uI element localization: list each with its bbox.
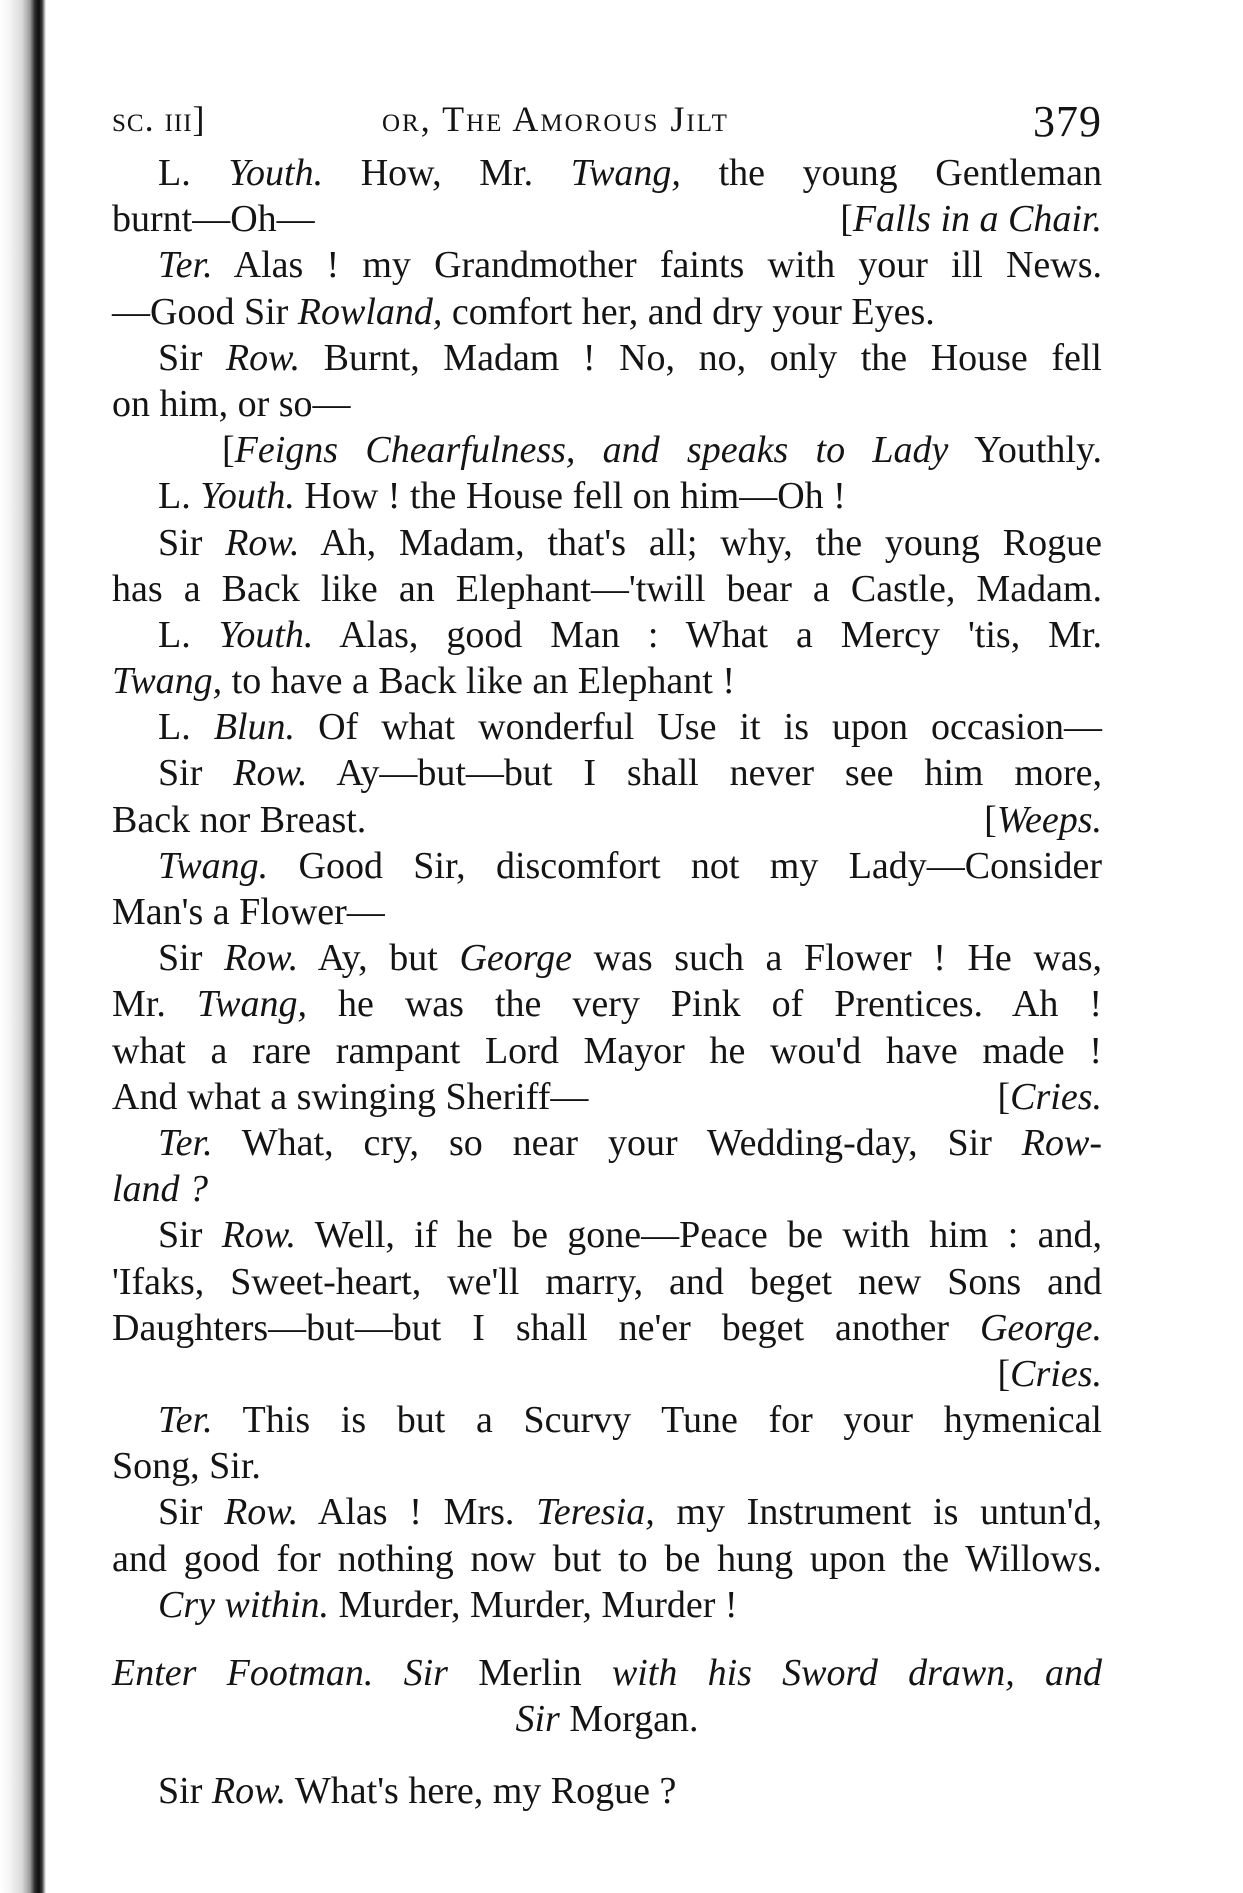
italic-text: Ter.	[158, 1121, 213, 1164]
italic-text: Sir	[515, 1698, 560, 1741]
roman-text: Sir	[158, 937, 224, 980]
stage-direction	[984, 797, 1102, 843]
italic-text: Blun.	[213, 706, 296, 749]
running-header	[112, 88, 1102, 150]
italic-text: Row.	[211, 1770, 287, 1813]
roman-text: Mr.	[112, 983, 197, 1026]
text-line	[112, 1582, 1102, 1628]
italic-text: Row.	[225, 521, 300, 564]
text-line	[112, 981, 1102, 1027]
roman-text: How ! the House fell on him—Oh !	[294, 475, 846, 518]
roman-text: to have a Back like an Elephant !	[222, 660, 735, 703]
roman-text: he was the very Pink of Prentices. Ah !	[307, 983, 1102, 1026]
roman-text: has a Back like an Elephant—'twill bear a Castle, Madam.	[112, 567, 1102, 610]
text-line	[112, 1166, 1102, 1212]
roman-text: [	[222, 429, 235, 472]
roman-text: [	[997, 1352, 1011, 1395]
text-line	[112, 1696, 1102, 1742]
italic-text: George.	[979, 1306, 1102, 1349]
roman-text: —Good Sir	[112, 290, 298, 333]
roman-text: Alas ! Mrs.	[298, 1491, 537, 1534]
roman-text: my Instrument is untun'd,	[654, 1491, 1102, 1534]
text-line	[112, 1351, 1102, 1397]
roman-text: What, cry, so near your Wedding-day, Sir	[212, 1121, 1022, 1164]
book-page	[112, 88, 1102, 1815]
roman-text: Morgan.	[559, 1698, 699, 1741]
roman-text: L.	[158, 475, 201, 518]
italic-text: Rowland,	[297, 290, 443, 333]
text-line	[112, 427, 1102, 473]
italic-text: Row.	[221, 1214, 296, 1257]
text-line	[112, 1028, 1102, 1074]
roman-text: Alas, good Man : What a Mercy 'tis, Mr.	[313, 613, 1102, 656]
roman-text: [	[984, 798, 997, 841]
text-line	[112, 566, 1102, 612]
italic-text: Enter Footman. Sir	[112, 1652, 448, 1694]
italic-text: Row.	[224, 1491, 299, 1534]
roman-text: Sir	[158, 336, 226, 379]
text-line	[112, 520, 1102, 566]
book-spine-shadow	[0, 0, 46, 1893]
roman-text: Ay, but	[298, 937, 460, 980]
roman-text: Sir	[158, 521, 226, 564]
roman-text: on him, or so—	[112, 382, 351, 425]
text-line	[112, 289, 1102, 335]
roman-text: How, Mr.	[323, 152, 571, 194]
roman-text: was such a Flower ! He was,	[572, 937, 1102, 980]
text-line	[112, 704, 1102, 750]
text-line	[112, 196, 1102, 242]
roman-text: Well, if he be gone—Peace be with him : and,	[295, 1214, 1102, 1257]
stage-direction	[840, 196, 1102, 242]
italic-text: Row-	[1021, 1121, 1102, 1164]
italic-text: Row.	[225, 336, 301, 379]
running-title: or, The Amorous Jilt	[382, 99, 729, 139]
page-number: 379	[1033, 97, 1102, 146]
text-line	[112, 1443, 1102, 1489]
text-line	[112, 797, 1102, 843]
text-line	[112, 843, 1102, 889]
text-line	[112, 473, 1102, 519]
roman-text: Good Sir, discomfort not my Lady—Consider	[268, 844, 1102, 887]
text-line	[112, 381, 1102, 427]
text-line	[112, 1074, 1102, 1120]
roman-text: burnt—Oh—	[112, 198, 315, 241]
text-line	[112, 658, 1102, 704]
italic-text: Cries.	[1010, 1075, 1102, 1118]
roman-text: Ah, Madam, that's all; why, the young Rogue	[299, 521, 1102, 564]
roman-text: Burnt, Madam ! No, no, only the House fell	[300, 336, 1102, 379]
paragraph-gap	[112, 1742, 1102, 1768]
text-line	[112, 1397, 1102, 1443]
italic-text: Cries.	[1010, 1352, 1102, 1395]
roman-text: Youthly.	[948, 429, 1102, 472]
roman-text: What's here, my Rogue ?	[286, 1770, 677, 1813]
text-line	[112, 242, 1102, 288]
section-marker: sc. iii]	[112, 99, 206, 139]
text-line	[112, 1305, 1102, 1351]
roman-text: Murder, Murder, Murder !	[329, 1583, 738, 1626]
roman-text: L.	[158, 613, 219, 656]
italic-text: George	[459, 937, 572, 980]
roman-text: 'Ifaks, Sweet-heart, we'll marry, and beget new Sons and	[112, 1260, 1102, 1303]
roman-text: comfort her, and dry your Eyes.	[442, 290, 935, 333]
italic-text: Cry within.	[158, 1583, 330, 1626]
line-left	[112, 1074, 588, 1120]
roman-text: Merlin	[447, 1652, 612, 1694]
text-line	[112, 1212, 1102, 1258]
text-line	[112, 1120, 1102, 1166]
italic-text: Twang,	[112, 660, 223, 703]
italic-text: Youth.	[228, 152, 324, 194]
roman-text: Ay—but—but I shall never see him more,	[307, 752, 1102, 795]
italic-text: Row.	[233, 752, 308, 795]
roman-text: L.	[158, 706, 214, 749]
line-left	[112, 797, 366, 843]
italic-text: Twang.	[158, 844, 269, 887]
text-line	[112, 1536, 1102, 1582]
text-line	[112, 1489, 1102, 1535]
italic-text: land ?	[112, 1168, 209, 1211]
roman-text: And what a swinging Sheriff—	[112, 1075, 589, 1118]
roman-text: Sir	[158, 1214, 222, 1257]
roman-text: Sir	[158, 752, 234, 795]
roman-text: Alas ! my Grandmother faints with your ill News.	[212, 244, 1102, 287]
roman-text: and good for nothing now but to be hung upon the Willows.	[112, 1537, 1102, 1580]
roman-text: what a rare rampant Lord Mayor he wou'd have made !	[112, 1029, 1102, 1072]
paragraph-gap	[112, 1628, 1102, 1650]
italic-text: Feigns Chearfulness, and speaks to Lady	[234, 429, 949, 472]
italic-text: Weeps.	[996, 798, 1102, 841]
text-line	[112, 750, 1102, 796]
text-line	[112, 1768, 1102, 1814]
text-line	[112, 335, 1102, 381]
italic-text: Ter.	[158, 1399, 213, 1442]
roman-text: This is but a Scurvy Tune for your hymenical	[212, 1399, 1102, 1442]
text-line	[112, 1650, 1102, 1696]
italic-text: Youth.	[218, 613, 314, 656]
italic-text: with his Sword drawn, and	[611, 1652, 1102, 1694]
roman-text: Daughters—but—but I shall ne'er beget another	[112, 1306, 980, 1349]
line-left	[112, 196, 315, 242]
roman-text: the young Gentleman	[680, 152, 1103, 194]
italic-text: Row.	[223, 937, 299, 980]
roman-text: Sir	[158, 1770, 212, 1813]
text-line	[112, 889, 1102, 935]
italic-text: Twang,	[196, 983, 308, 1026]
roman-text: [	[997, 1075, 1011, 1118]
italic-text: Teresia,	[536, 1491, 655, 1534]
roman-text: Back nor Breast.	[112, 798, 367, 841]
roman-text: Man's a Flower—	[112, 891, 385, 933]
roman-text: Sir	[158, 1491, 225, 1534]
roman-text: Of what wonderful Use it is upon occasion—	[295, 706, 1103, 749]
play-text	[112, 150, 1102, 1815]
italic-text: Twang,	[570, 152, 681, 194]
italic-text: Falls in a Chair.	[852, 198, 1102, 241]
roman-text: Song, Sir.	[112, 1445, 261, 1488]
text-line	[112, 150, 1102, 196]
text-line	[112, 935, 1102, 981]
text-line	[112, 1259, 1102, 1305]
italic-text: Youth.	[200, 475, 295, 518]
roman-text: L.	[158, 152, 229, 194]
text-line	[112, 612, 1102, 658]
italic-text: Ter.	[158, 244, 213, 287]
roman-text: [	[840, 198, 853, 241]
stage-direction	[997, 1074, 1102, 1120]
